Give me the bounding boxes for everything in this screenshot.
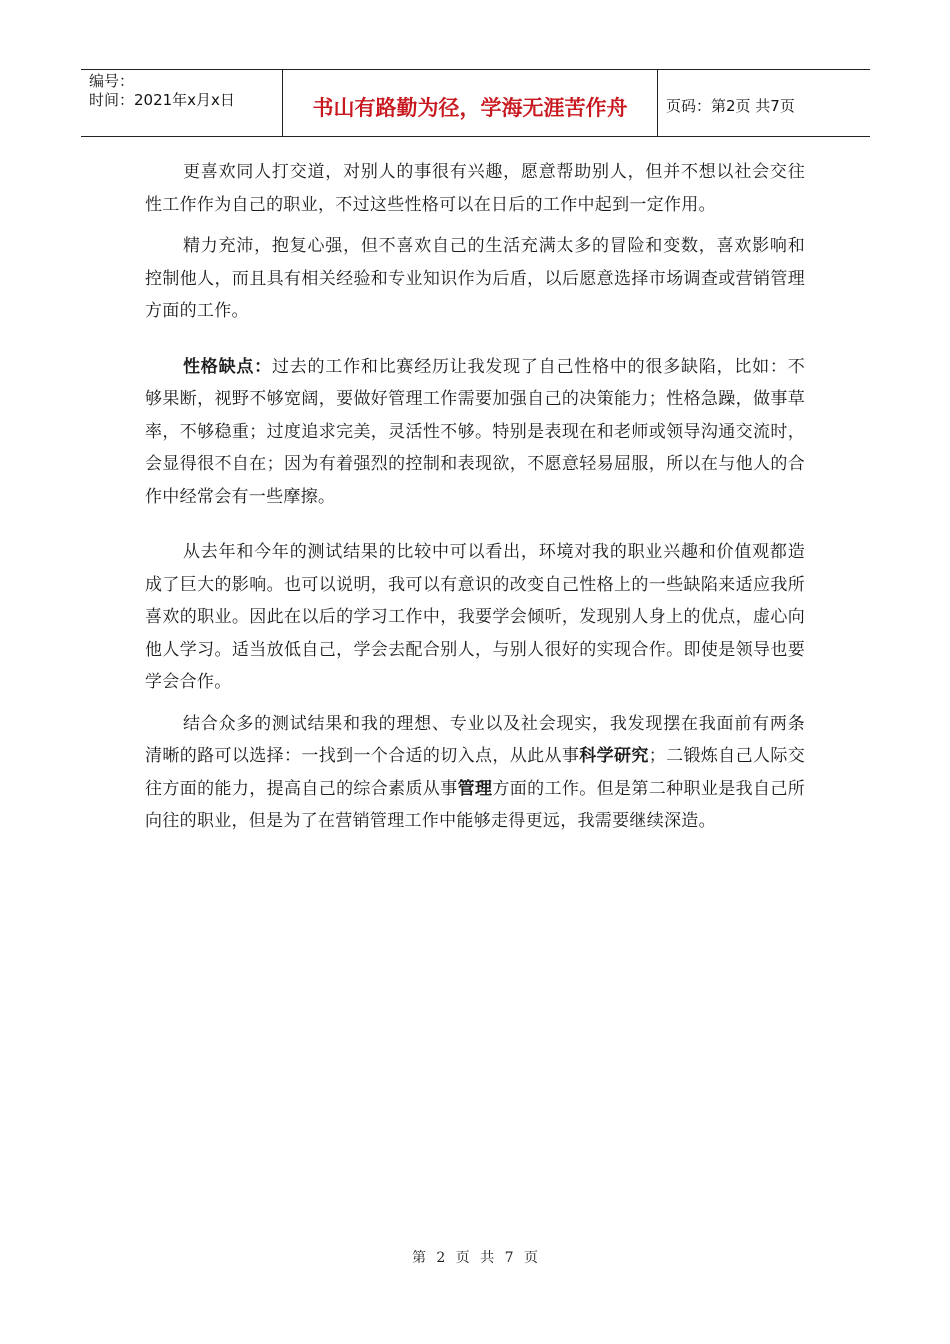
- paragraph-text: 精力充沛，抱复心强，但不喜欢自己的生活充满太多的冒险和变数，喜欢影响和控制他人，而且具有相关经验和专业知识作为后盾，以后愿意选择市场调查或营销管理方面的工作。: [145, 236, 805, 321]
- document-time-label: 时间：2021年x月x日: [89, 91, 235, 109]
- page-footer: 第 2 页 共 7 页: [411, 1250, 539, 1266]
- paragraph-test-comparison: [145, 536, 805, 699]
- header-page-info: 页码：第2页 共7页: [666, 96, 795, 115]
- paragraph-energy-traits: [145, 230, 805, 328]
- paragraph-social-traits: [145, 156, 805, 221]
- paragraph-text: ；二锻炼自己人际交往方面的能力，提高自己的综合素质从事: [145, 746, 806, 799]
- document-number-label: 编号：: [89, 72, 135, 90]
- emphasis-management: 管理: [457, 778, 493, 799]
- paragraph-weaknesses: [145, 351, 805, 514]
- paragraph-text: 过去的工作和比赛经历让我发现了自己性格中的很多缺陷，比如：不够果断，视野不够宽阔，要做好管理工作需要加强自己的决策能力；性格急躁，做事草率，不够稳重；过度追求完美，灵活性不够。特别是表现在和老师或领导沟通交流时，会显得很不自在；因为有着强烈的控制和表现欲，不愿意轻易屈服，所以在与他人的合作中经常会有一些摩擦。: [145, 356, 806, 507]
- paragraph-text: 更喜欢同人打交道，对别人的事很有兴趣，愿意帮助别人，但并不想以社会交往性工作作为自己的职业，不过这些性格可以在日后的工作中起到一定作用。: [145, 162, 805, 215]
- page-header: [81, 69, 870, 137]
- weakness-heading: 性格缺点：: [183, 356, 272, 377]
- paragraph-text: 从去年和今年的测试结果的比较中可以看出，环境对我的职业兴趣和价值观都造成了巨大的影响。也可以说明，我可以有意识的改变自己性格上的一些缺陷来适应我所喜欢的职业。因此在以后的学习工作中，我要学会倾听，发现别人身上的优点，虚心向他人学习。适当放低自己，学会去配合别人，与别人很好的实现合作。即使是领导也要学会合作。: [145, 542, 805, 692]
- header-motto: 书山有路勤为径，学海无涯苦作舟: [283, 70, 658, 136]
- paragraph-text: 方面的工作。但是第二种职业是我自己所向往的职业，但是为了在营销管理工作中能够走得更远，我需要继续深造。: [145, 778, 805, 831]
- header-meta: [81, 70, 283, 136]
- document-body: [145, 156, 805, 838]
- paragraph-career-paths: [145, 708, 805, 838]
- emphasis-research: 科学研究: [579, 746, 649, 766]
- paragraph-text: 结合众多的测试结果和我的理想、专业以及社会现实，我发现摆在我面前有两条清晰的路可以选择：一找到一个合适的切入点，从此从事: [145, 713, 805, 766]
